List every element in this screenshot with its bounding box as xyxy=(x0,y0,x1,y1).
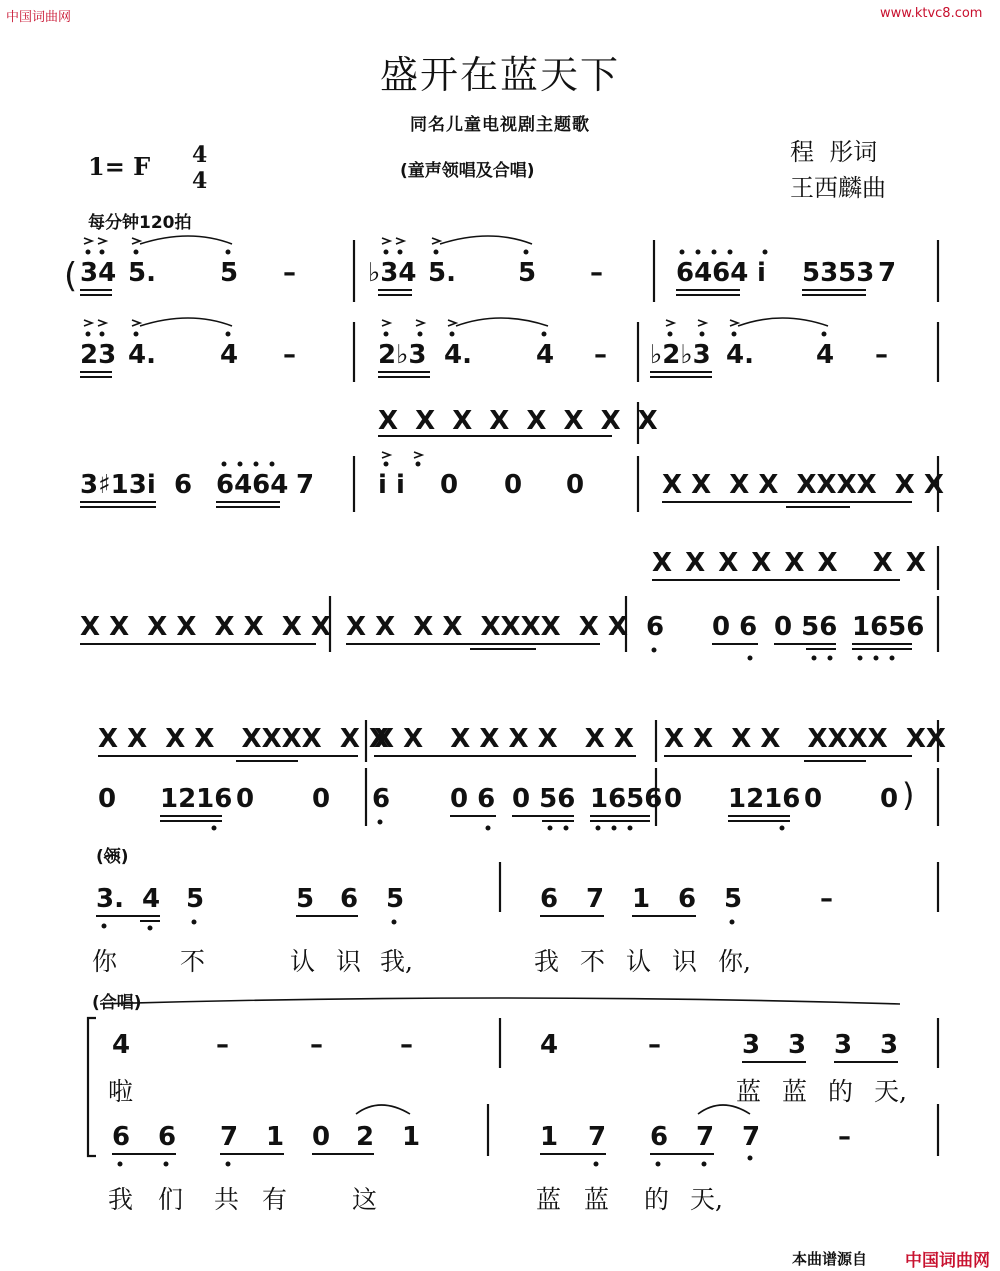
note: 3 xyxy=(742,1030,761,1060)
lyric: 共 xyxy=(214,1185,240,1214)
dash: – xyxy=(310,1030,323,1060)
lyric: 不 xyxy=(180,947,206,976)
lyric: 蓝 xyxy=(782,1077,808,1106)
composer-credit: 王西麟曲 xyxy=(790,174,886,202)
note: 6 xyxy=(540,884,559,914)
note: 6 xyxy=(646,612,665,642)
note: 4. xyxy=(444,340,472,370)
dash: – xyxy=(216,1030,229,1060)
lyricist-credit: 程 彤词 xyxy=(790,138,878,166)
note: 5. xyxy=(128,258,156,288)
dash: – xyxy=(590,258,603,288)
lyric: 啦 xyxy=(108,1077,134,1106)
percussion-measure: X X X X XXXX XX xyxy=(664,724,946,754)
bar-lines xyxy=(88,240,938,1156)
note: 5 xyxy=(518,258,537,288)
note: 1 xyxy=(540,1122,559,1152)
note-group: 3♯13i xyxy=(80,470,156,500)
note: 7 xyxy=(742,1122,761,1152)
watermark-left: 中国词曲网 xyxy=(6,10,72,25)
note-group: 1656 xyxy=(590,784,663,814)
lyric: 的 xyxy=(828,1077,854,1106)
note: 1 xyxy=(266,1122,285,1152)
time-signature-top: 4 xyxy=(192,142,208,168)
percussion-measure: X X X X XXXX X X xyxy=(346,612,628,642)
note: 5 xyxy=(386,884,405,914)
lyric: 认 xyxy=(290,947,316,976)
rest: 0 xyxy=(98,784,117,814)
note-group: ♭2♭3 xyxy=(650,340,711,370)
note: 5. xyxy=(428,258,456,288)
dash: – xyxy=(594,340,607,370)
lyric: 你, xyxy=(718,947,751,976)
rest: 0 xyxy=(312,1122,331,1152)
dash: – xyxy=(400,1030,413,1060)
lyric: 识 xyxy=(336,947,362,976)
note: 6 xyxy=(650,1122,669,1152)
percussion-line: X X X X X X X X xyxy=(378,406,662,436)
lyric: 天, xyxy=(874,1077,907,1106)
note-group: 0 6 xyxy=(712,612,758,642)
song-subtitle: 同名儿童电视剧主题歌 xyxy=(410,115,590,135)
paren-open: ( xyxy=(64,256,78,296)
note-group: 1656 xyxy=(852,612,925,642)
note-group: 2♭3 xyxy=(378,340,427,370)
rest: 0 xyxy=(804,784,823,814)
time-signature-bottom: 4 xyxy=(192,168,208,194)
note: 3 xyxy=(880,1030,899,1060)
note-group: 0 56 xyxy=(512,784,576,814)
song-title: 盛开在蓝天下 xyxy=(379,53,620,97)
note: 5 xyxy=(220,258,239,288)
percussion-measure: X X X X X X X X xyxy=(374,724,634,754)
lyric: 认 xyxy=(626,947,652,976)
lyric: 的 xyxy=(644,1185,670,1214)
note-group: 1216 xyxy=(160,784,233,814)
dash: – xyxy=(283,258,296,288)
lyric: 不 xyxy=(580,947,606,976)
note: 1 xyxy=(402,1122,421,1152)
lyric: 我 xyxy=(534,947,560,976)
note: 4 xyxy=(142,884,161,914)
lyric: 识 xyxy=(672,947,698,976)
percussion-measure: X X X X XXXX X X xyxy=(662,470,944,500)
note: 3 xyxy=(834,1030,853,1060)
lyric: 你 xyxy=(92,947,118,976)
rest: 0 xyxy=(566,470,585,500)
source-label: 本曲谱源自 xyxy=(792,1250,868,1268)
note-group: 23 xyxy=(80,340,117,370)
lead-label: (领) xyxy=(96,847,129,867)
note: 5 xyxy=(296,884,315,914)
note: 6 xyxy=(174,470,193,500)
note: 7 xyxy=(696,1122,715,1152)
note-group: ♭34 xyxy=(368,258,417,288)
note-group: 0 56 xyxy=(774,612,838,642)
note: 7 xyxy=(220,1122,239,1152)
note-group: i i xyxy=(378,470,405,500)
paren-close: ) xyxy=(902,776,915,814)
lyric: 有 xyxy=(262,1185,288,1214)
note-group: 1216 xyxy=(728,784,801,814)
chorus-label: (合唱) xyxy=(92,993,142,1013)
note: 4. xyxy=(128,340,156,370)
note: 4 xyxy=(816,340,835,370)
note-group: 6464 xyxy=(676,258,749,288)
note: 7 xyxy=(586,884,605,914)
rest: 0 xyxy=(236,784,255,814)
performance-note: (童声领唱及合唱) xyxy=(400,161,535,181)
rest: 0 xyxy=(312,784,331,814)
lyric: 天, xyxy=(690,1185,723,1214)
beams xyxy=(80,290,915,1154)
note-group: 6464 xyxy=(216,470,289,500)
note: 7 xyxy=(878,258,897,288)
note: 2 xyxy=(356,1122,375,1152)
dash: – xyxy=(820,884,833,914)
lyric: 这 xyxy=(352,1185,378,1214)
dash: – xyxy=(283,340,296,370)
note: i xyxy=(757,258,766,288)
rest: 0 xyxy=(440,470,459,500)
tempo-marking: 每分钟120拍 xyxy=(88,213,192,233)
note: 3. xyxy=(96,884,124,914)
rest: 0 xyxy=(664,784,683,814)
note: 6 xyxy=(158,1122,177,1152)
percussion-measure: X X X X XXXX X X xyxy=(98,724,389,754)
note: 6 xyxy=(112,1122,131,1152)
lyric: 我, xyxy=(380,947,413,976)
watermark-right: www.ktvc8.com xyxy=(880,6,983,21)
note: 5 xyxy=(186,884,205,914)
note-group: 34 xyxy=(80,258,117,288)
note: 3 xyxy=(788,1030,807,1060)
rest: 0 xyxy=(504,470,523,500)
lyric: 蓝 xyxy=(736,1077,762,1106)
note: 4 xyxy=(220,340,239,370)
rest: 0 xyxy=(880,784,899,814)
note: 1 xyxy=(632,884,651,914)
dash: – xyxy=(875,340,888,370)
note-group: 0 6 xyxy=(450,784,496,814)
dash: – xyxy=(838,1122,851,1152)
percussion-measure: X X X X X X X X xyxy=(80,612,331,642)
note: 4 xyxy=(536,340,555,370)
lyric: 们 xyxy=(158,1185,184,1214)
note: 6 xyxy=(678,884,697,914)
lyric: 蓝 xyxy=(536,1185,562,1214)
dash: – xyxy=(648,1030,661,1060)
note-group: 5353 xyxy=(802,258,875,288)
source-site: 中国词曲网 xyxy=(905,1251,990,1271)
note: 6 xyxy=(340,884,359,914)
percussion-line: X X X X X X X X xyxy=(652,548,928,578)
lyric: 蓝 xyxy=(584,1185,610,1214)
octave-dots xyxy=(86,250,895,1167)
note: 7 xyxy=(296,470,315,500)
note: 7 xyxy=(588,1122,607,1152)
note: 4 xyxy=(112,1030,131,1060)
note: 4. xyxy=(726,340,754,370)
note: 5 xyxy=(724,884,743,914)
ties-and-accents xyxy=(84,236,900,1114)
note: 4 xyxy=(540,1030,559,1060)
lyric: 我 xyxy=(108,1185,134,1214)
key-signature: 1= F xyxy=(88,152,151,181)
note: 6 xyxy=(372,784,391,814)
